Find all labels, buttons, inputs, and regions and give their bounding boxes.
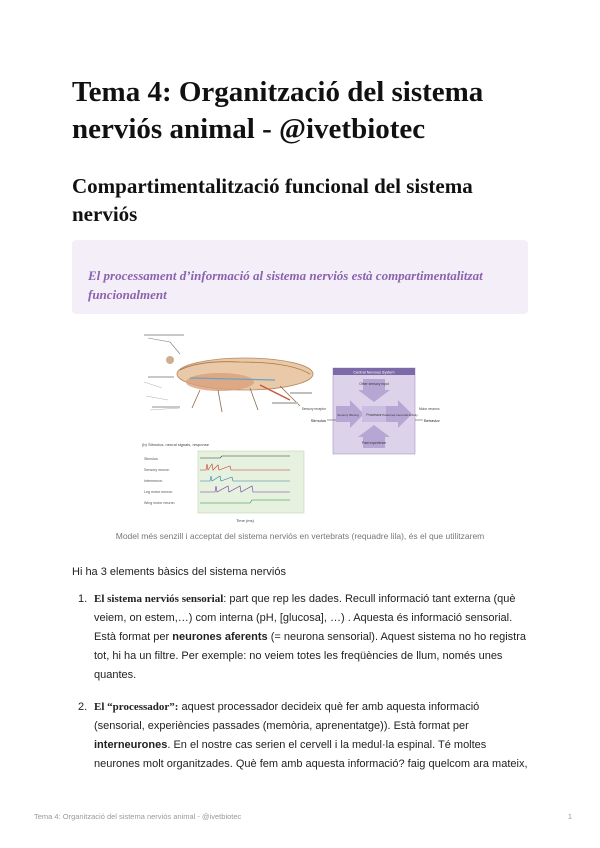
highlight-callout	[72, 240, 528, 314]
plot-panel-title: (b) Stimulus, neural signals, response	[142, 442, 209, 447]
cns-processor: Processor	[366, 413, 382, 417]
plot-row-label: Interneuron	[144, 479, 163, 483]
list-term: El “processador”:	[94, 701, 179, 713]
cns-header: Central Nervous System	[353, 370, 395, 375]
list-text: . En el nostre cas serien el cervell i la medul·la espinal. Té moltes neurones molt organitzades. Què fem amb aquesta informació? faig quelcom ara mateix,	[94, 739, 528, 770]
cns-patterned-activity: Patterned neuronal activity	[382, 413, 418, 417]
neural-signals-plot	[140, 439, 304, 523]
list-item	[72, 698, 528, 774]
list-text: aquest processador decideix què fer amb aquesta informació (sensorial, experiències passades (memòria, aprenentatge)). Està format per	[94, 701, 480, 732]
section-heading: Compartimentalització funcional del sistema nerviós	[72, 174, 473, 226]
figure-caption: Model més senzill i acceptat del sistema nerviós en vertebrats (requadre lila), és el que utilitzarem	[115, 531, 485, 541]
list-text: (= neurona sensorial). Aquest sistema no ho registra tot, hi ha un filtre. Per exemple: no veiem totes les freqüències de llum, només unes quantes.	[94, 631, 526, 681]
plot-row-label: Sensory neuron	[144, 468, 170, 472]
plot-xlabel: Time (ms)	[236, 518, 254, 523]
cns-past-experience: Past experience	[361, 441, 387, 445]
cns-behavior: Behavior	[424, 418, 440, 423]
elements-list	[72, 590, 528, 787]
list-bold-term: interneurones	[94, 739, 168, 751]
list-number: 1.	[78, 593, 88, 605]
cns-output: Motor neurons	[419, 407, 440, 411]
list-text: : part que rep les dades. Recull informació tant externa (què veiem, on estem,…) com interna (pH, [glucosa], …) . Aquesta és informació sensorial. Està format per	[94, 593, 516, 643]
list-number: 2.	[78, 701, 88, 713]
cns-stimulus: Stimulus	[310, 418, 326, 423]
plot-row-label: Wing motor neuron	[144, 501, 175, 505]
list-item	[72, 590, 528, 685]
page-title: Tema 4: Organització del sistema nerviós animal - @ivetbiotec	[72, 76, 484, 145]
list-bold-term: neurones aferents	[172, 631, 268, 643]
callout-text: El processament d’informació al sistema nerviós està compartimentalitzat funcionalment	[88, 268, 483, 302]
cns-sensory-receptor: Sensory receptor	[301, 407, 326, 411]
plot-row-label: Stimulus	[144, 457, 158, 461]
list-term: El sistema nerviós sensorial	[94, 593, 224, 605]
intro-paragraph: Hi ha 3 elements bàsics del sistema nerviós	[72, 566, 286, 578]
footer-title: Tema 4: Organització del sistema nerviós animal - @ivetbiotec	[34, 812, 242, 821]
plot-row-label: Leg motor neuron	[144, 490, 173, 494]
cns-sensory-filtering: Sensory filtering	[337, 413, 359, 417]
cns-other-sensory: Other sensory input	[359, 382, 389, 386]
cricket-illustration	[140, 330, 330, 438]
page-number: 1	[567, 812, 572, 821]
nervous-system-figure	[140, 330, 465, 525]
